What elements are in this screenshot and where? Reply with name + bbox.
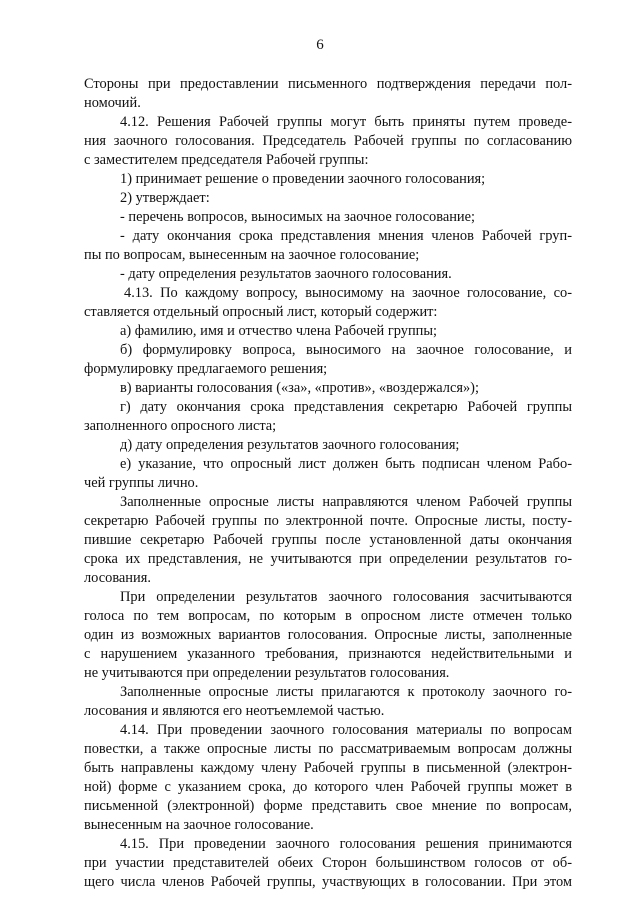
text-line: Заполненные опросные листы направляются членом Рабочей группы	[120, 494, 572, 510]
text-line: 4.12. Решения Рабочей группы могут быть приняты путем проведе-	[120, 114, 572, 130]
text-line: в) варианты голосования («за», «против», «воздержался»);	[120, 380, 479, 396]
text-line: б) формулировку вопроса, выносимого на заочное голосование, и	[120, 342, 572, 358]
text-line: при участии представителей обеих Сторон большинством голосов от об-	[84, 855, 572, 871]
text-line: Стороны при предоставлении письменного подтверждения передачи пол-	[84, 76, 572, 92]
text-line: срока их представления, не учитываются при определении результатов го-	[84, 551, 572, 567]
text-line: - перечень вопросов, выносимых на заочное голосование;	[120, 209, 476, 225]
text-line: 1) принимает решение о проведении заочного голосования;	[120, 171, 486, 187]
text-line: лосования.	[84, 570, 151, 586]
page-number: 6	[316, 37, 324, 53]
text-line: е) указание, что опросный лист должен быть подписан членом Рабо-	[120, 456, 572, 472]
text-line: с нарушением указанного требования, признаются недействительными и	[84, 646, 572, 662]
text-line: ной) форме с указанием срока, до которого член Рабочей группы может в	[84, 779, 572, 795]
text-line: 4.13. По каждому вопросу, выносимому на заочное голосование, со-	[124, 285, 572, 301]
text-line: формулировку предлагаемого решения;	[84, 361, 328, 377]
text-line: чей группы лично.	[84, 475, 199, 491]
text-line: секретарю Рабочей группы по электронной почте. Опросные листы, посту-	[84, 513, 572, 529]
text-line: щего числа членов Рабочей группы, участвующих в голосовании. При этом	[84, 874, 572, 890]
text-line: не учитываются при определении результатов голосования.	[84, 665, 450, 681]
text-line: номочий.	[84, 95, 141, 111]
text-line: д) дату определения результатов заочного голосования;	[120, 437, 460, 453]
text-line: лосования и являются его неотъемлемой частью.	[84, 703, 385, 719]
text-line: ния заочного голосования. Председатель Рабочей группы по согласованию	[84, 133, 572, 149]
text-line: быть направлены каждому члену Рабочей группы в письменной (электрон-	[84, 760, 572, 776]
text-line: один из возможных вариантов голосования. Опросные листы, заполненные	[84, 627, 572, 643]
text-line: пы по вопросам, вынесенным на заочное голосование;	[84, 247, 420, 263]
text-line: голоса по тем вопросам, по которым в опросном листе отмечен только	[84, 608, 572, 624]
text-line: вынесенным на заочное голосование.	[84, 817, 314, 833]
text-line: пившие секретарю Рабочей группы после установленной даты окончания	[84, 532, 572, 548]
text-line: повестки, а также опросные листы по рассматриваемым вопросам должны	[84, 741, 572, 757]
body-text	[84, 75, 572, 892]
text-line: 2) утверждает:	[120, 190, 210, 206]
text-line: ставляется отдельный опросный лист, который содержит:	[84, 304, 438, 320]
text-line: г) дату окончания срока представления секретарю Рабочей группы	[120, 399, 572, 415]
text-line: с заместителем председателя Рабочей группы:	[84, 152, 369, 168]
text-line: - дату окончания срока представления мнения членов Рабочей груп-	[120, 228, 572, 244]
text-line: письменной (электронной) форме представить свое мнение по вопросам,	[84, 798, 572, 814]
text-line: - дату определения результатов заочного голосования.	[120, 266, 452, 282]
text-line: При определении результатов заочного голосования засчитываются	[120, 589, 572, 605]
text-line: 4.14. При проведении заочного голосования материалы по вопросам	[120, 722, 572, 738]
text-line: а) фамилию, имя и отчество члена Рабочей группы;	[120, 323, 438, 339]
text-line: заполненного опросного листа;	[84, 418, 277, 434]
text-line: 4.15. При проведении заочного голосования решения принимаются	[120, 836, 572, 852]
text-line: Заполненные опросные листы прилагаются к протоколу заочного го-	[120, 684, 572, 700]
